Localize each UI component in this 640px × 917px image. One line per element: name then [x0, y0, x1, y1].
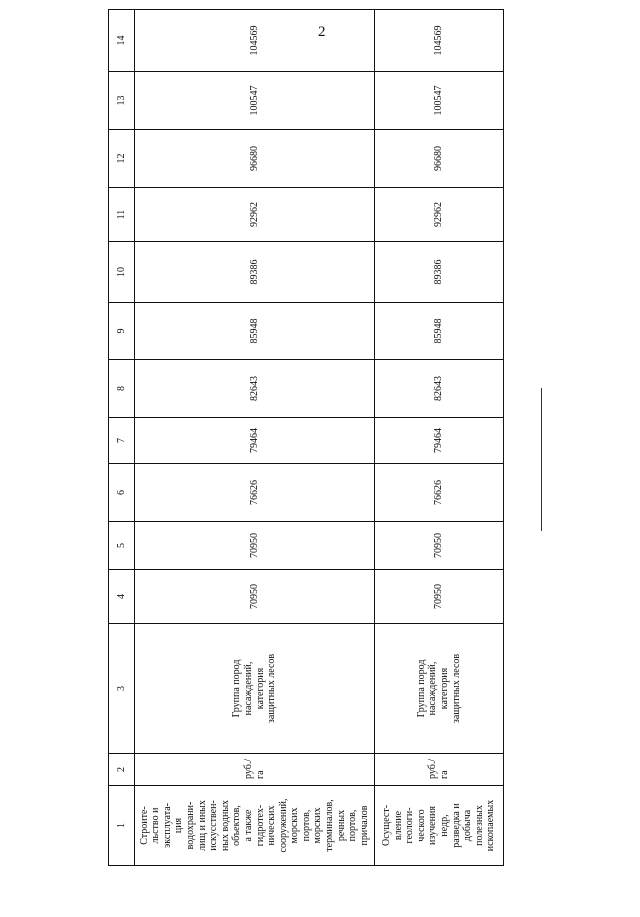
column-header: 8: [109, 360, 135, 418]
activity-line: эксплуата-: [161, 803, 173, 848]
activity-cell: [135, 786, 375, 866]
rate-value-cell: 79464: [375, 418, 504, 464]
unit-cell: [135, 754, 375, 786]
activity-line: ция: [173, 817, 185, 834]
activity-line: изучения: [427, 806, 439, 845]
column-header: 14: [109, 10, 135, 72]
rates-table-frame: [108, 25, 503, 866]
activity-line: недр,: [439, 814, 450, 837]
category-line: защитных лесов: [266, 653, 278, 724]
closing-rule: [541, 388, 542, 531]
activity-line: объектов,: [231, 805, 243, 846]
activity-line: искусствен-: [208, 800, 220, 851]
activity-cell: [375, 786, 504, 866]
header-row: [109, 10, 135, 866]
page-number: 2: [318, 24, 326, 40]
rate-value-cell: 76626: [375, 464, 504, 522]
category-line: насаждений,: [242, 661, 254, 716]
rate-value-cell: 70950: [375, 570, 504, 624]
column-header: 2: [109, 754, 135, 786]
rate-value-cell: 76626: [135, 464, 375, 522]
rate-value-cell: 92962: [375, 188, 504, 242]
activity-line: портов,: [300, 809, 312, 842]
activity-line: льство и: [150, 807, 162, 844]
category-line: защитных лесов: [450, 653, 462, 724]
activity-line: а также: [242, 809, 254, 842]
rates-table: [108, 9, 504, 866]
rate-value-cell: 96680: [375, 130, 504, 188]
column-header: 1: [109, 786, 135, 866]
column-header: 9: [109, 303, 135, 360]
rate-value-cell: 104569: [135, 10, 375, 72]
activity-line: Осущест-: [381, 804, 393, 847]
activity-line: добыча: [462, 809, 474, 842]
unit-line: га: [439, 770, 450, 779]
activity-line: вление: [392, 810, 404, 841]
activity-line: портов,: [347, 809, 359, 842]
table-row: [375, 10, 504, 866]
column-header: 7: [109, 418, 135, 464]
activity-line: разведка и: [450, 803, 462, 848]
category-cell: [135, 624, 375, 754]
column-header: 3: [109, 624, 135, 754]
rate-value-cell: 96680: [135, 130, 375, 188]
category-line: насаждений,: [427, 661, 439, 716]
rate-value-cell: 92962: [135, 188, 375, 242]
rate-value-cell: 104569: [375, 10, 504, 72]
rate-value-cell: 82643: [375, 360, 504, 418]
activity-line: Строите-: [138, 806, 150, 845]
activity-line: нических: [266, 805, 278, 846]
column-header: 11: [109, 188, 135, 242]
unit-cell: [375, 754, 504, 786]
activity-line: гидротех-: [254, 804, 266, 847]
rate-value-cell: 100547: [135, 72, 375, 130]
column-header: 12: [109, 130, 135, 188]
activity-line: сооружений,: [277, 798, 289, 853]
rate-value-cell: 82643: [135, 360, 375, 418]
unit-line: руб./: [242, 758, 254, 779]
rate-value-cell: 70950: [375, 522, 504, 570]
rate-value-cell: 89386: [135, 242, 375, 303]
rate-value-cell: 85948: [135, 303, 375, 360]
category-line: Группа пород: [415, 659, 427, 718]
activity-line: терминалов,: [324, 799, 336, 852]
activity-line: ных водных: [219, 799, 231, 852]
activity-line: речных: [335, 809, 347, 842]
activity-line: водохрани-: [184, 801, 196, 850]
rate-value-cell: 100547: [375, 72, 504, 130]
rate-value-cell: 85948: [375, 303, 504, 360]
rate-value-cell: 89386: [375, 242, 504, 303]
category-line: категория: [439, 667, 450, 710]
activity-line: полезных: [473, 805, 485, 846]
column-header: 5: [109, 522, 135, 570]
activity-line: лищ и иных: [196, 800, 208, 851]
unit-line: га: [254, 770, 266, 779]
rate-value-cell: 70950: [135, 522, 375, 570]
category-cell: [375, 624, 504, 754]
activity-line: морских: [312, 807, 324, 844]
activity-line: причалов: [358, 805, 370, 846]
table-row: [135, 10, 375, 866]
activity-line: морских: [289, 807, 301, 844]
activity-line: ческого: [415, 809, 427, 842]
column-header: 6: [109, 464, 135, 522]
column-header: 13: [109, 72, 135, 130]
category-line: категория: [254, 667, 266, 710]
column-header: 4: [109, 570, 135, 624]
category-line: Группа пород: [231, 659, 243, 718]
activity-line: геологи-: [404, 807, 416, 844]
rate-value-cell: 79464: [135, 418, 375, 464]
unit-line: руб./: [427, 758, 439, 779]
rate-value-cell: 70950: [135, 570, 375, 624]
activity-line: ископаемых: [485, 799, 497, 852]
column-header: 10: [109, 242, 135, 303]
